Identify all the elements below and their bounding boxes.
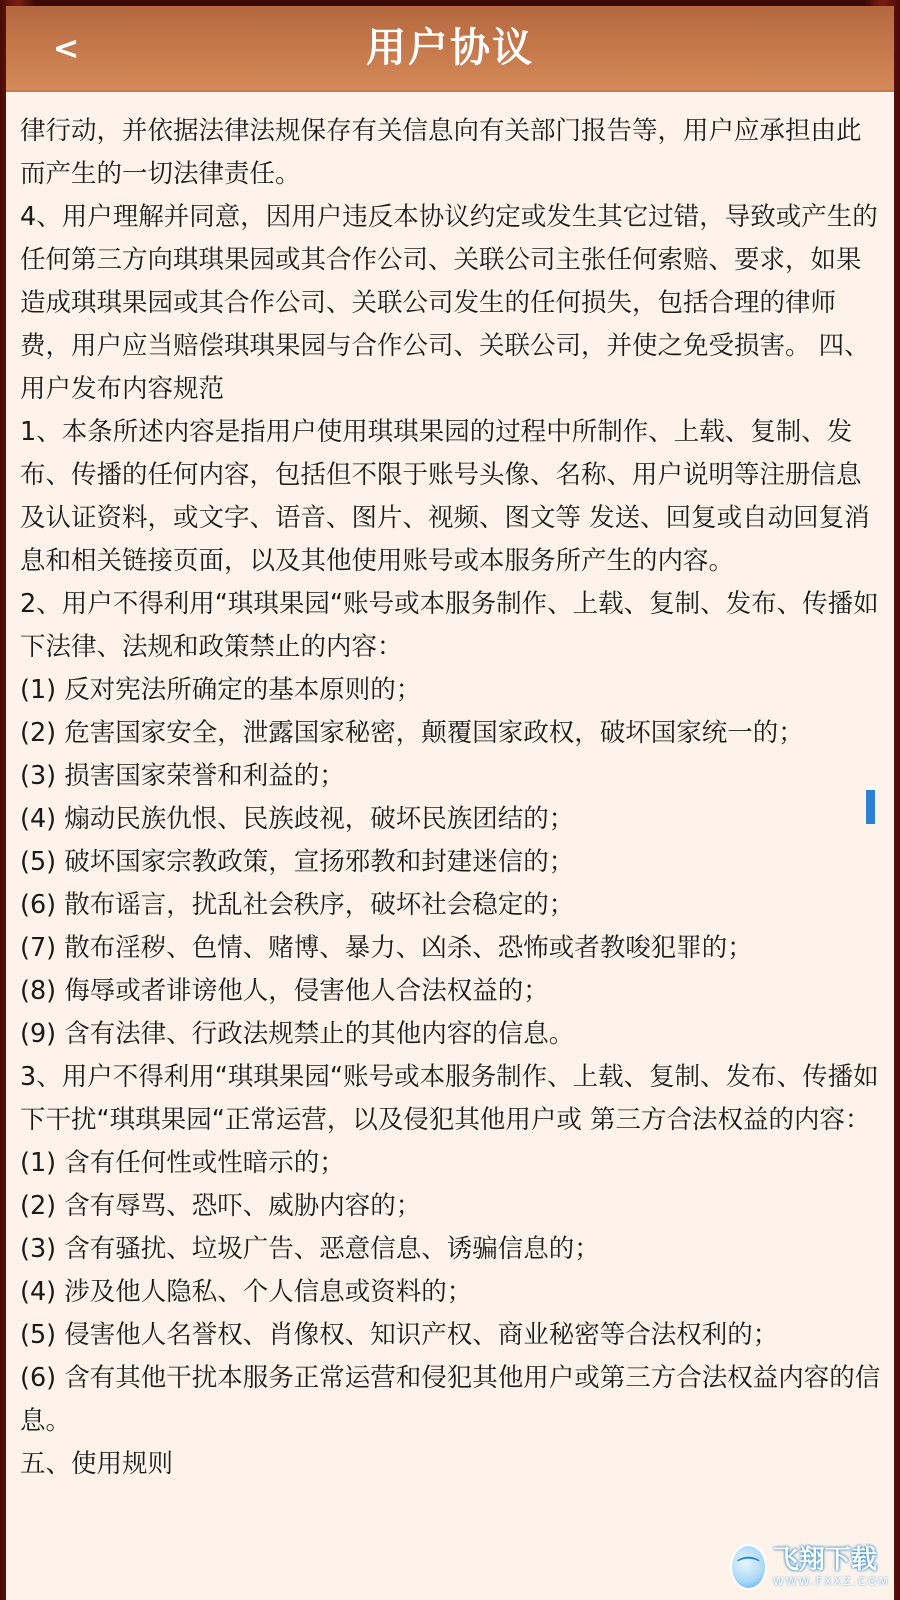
list-item: (3) 含有骚扰、垃圾广告、恶意信息、诱骗信息的； xyxy=(20,1234,600,1264)
watermark-url: WWW.FXXZ.COM xyxy=(772,1575,890,1588)
list-item: (1) 反对宪法所确定的基本原则的； xyxy=(20,675,422,705)
list-item: (5) 破坏国家宗教政策，宣扬邪教和封建迷信的； xyxy=(20,847,575,877)
paragraph: 3、用户不得利用“琪琪果园“账号或本服务制作、上载、复制、发布、传播如下干扰“琪琪果园“正常运营，以及侵犯其他用户或 第三方合法权益的内容： xyxy=(20,1062,879,1135)
watermark xyxy=(730,1538,890,1596)
watermark-text xyxy=(773,1547,890,1587)
paragraph: 4、用户理解并同意，因用户违反本协议约定或发生其它过错，导致或产生的任何第三方向琪琪果园或其合作公司、关联公司主张任何索赔、要求，如果造成琪琪果园或其合作公司、关联公司发生的任何损失，包括合理的律师费，用户应当赔偿琪琪果园与合作公司、关联公司，并使之免受损害。 四、用户发布内容规范 xyxy=(20,202,878,404)
list-item: (1) 含有任何性或性暗示的； xyxy=(20,1148,345,1178)
agreement-content[interactable] xyxy=(6,92,894,1600)
paragraph: 律行动，并依据法律法规保存有关信息向有关部门报告等，用户应承担由此而产生的一切法律责任。 xyxy=(20,116,862,189)
watermark-logo-glyph: ⌒ xyxy=(737,1556,760,1582)
watermark-logo-icon xyxy=(730,1544,767,1590)
list-item: (6) 散布谣言，扰乱社会秩序，破坏社会稳定的； xyxy=(20,890,575,920)
list-item: (4) 涉及他人隐私、个人信息或资料的； xyxy=(20,1277,473,1307)
watermark-brand: 飞翔下载 xyxy=(772,1545,877,1575)
list-item: (3) 损害国家荣誉和利益的； xyxy=(20,761,345,791)
list-item: (8) 侮辱或者诽谤他人，侵害他人合法权益的； xyxy=(20,976,549,1006)
list-item: (2) 危害国家安全，泄露国家秘密，颠覆国家政权，破坏国家统一的； xyxy=(20,718,804,748)
list-item: (7) 散布淫秽、色情、赌博、暴力、凶杀、恐怖或者教唆犯罪的； xyxy=(20,933,753,963)
scrollbar-thumb[interactable] xyxy=(866,790,875,824)
list-item: (4) 煽动民族仇恨、民族歧视，破坏民族团结的； xyxy=(20,804,575,834)
list-item: (9) 含有法律、行政法规禁止的其他内容的信息。 xyxy=(20,1019,575,1049)
section-heading: 五、使用规则 xyxy=(20,1449,174,1479)
paragraph: 1、本条所述内容是指用户使用琪琪果园的过程中所制作、上载、复制、发布、传播的任何内容，包括但不限于账号头像、名称、用户说明等注册信息及认证资料，或文字、语音、图片、视频、图文等 发送、回复或自动回复消息和相关链接页面，以及其他使用账号或本服务所产生的内容。 xyxy=(20,417,870,576)
title-bar xyxy=(6,6,894,92)
page-title: 用户协议 xyxy=(366,25,534,71)
list-item: (6) 含有其他干扰本服务正常运营和侵犯其他用户或第三方合法权益内容的信息。 xyxy=(20,1363,881,1436)
list-item: (2) 含有辱骂、恐吓、威胁内容的； xyxy=(20,1191,422,1221)
back-button[interactable]: < xyxy=(52,29,80,67)
paragraph: 2、用户不得利用“琪琪果园“账号或本服务制作、上载、复制、发布、传播如下法律、法规和政策禁止的内容： xyxy=(20,589,879,662)
agreement-text xyxy=(20,110,884,1486)
list-item: (5) 侵害他人名誉权、肖像权、知识产权、商业秘密等合法权利的； xyxy=(20,1320,779,1350)
